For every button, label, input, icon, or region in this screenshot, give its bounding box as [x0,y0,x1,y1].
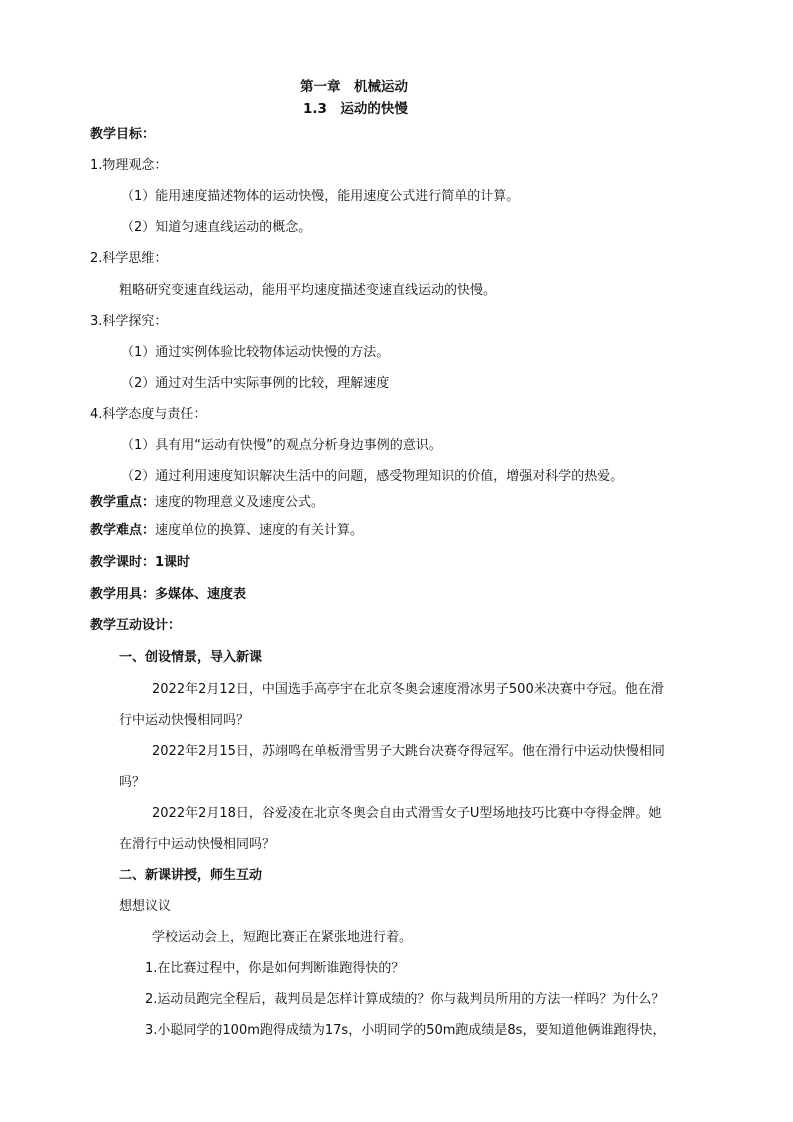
paragraph-line: 2022年2月18日，谷爱凌在北京冬奥会自由式滑雪女子U型场地技巧比赛中夺得金牌。她 [152,806,662,821]
difficult-points-label: 教学难点： [90,523,156,538]
part-2-subheading: 想想议议 [119,899,172,914]
teaching-tools: 教学用具：多媒体、速度表 [90,587,247,602]
goal-2-title: 2.科学思维： [90,251,168,266]
goals-heading: 教学目标： [90,127,156,142]
question-2: 2.运动员跑完全程后，裁判员是怎样计算成绩的？你与裁判员所用的方法一样吗？为什么？ [145,992,665,1007]
question-3: 3.小聪同学的100m跑得成绩为17s，小明同学的50m跑成绩是8s，要知道他俩谁跑得快， [145,1023,666,1038]
difficult-points-text: 速度单位的换算、速度的有关计算。 [155,523,364,538]
goal-4-item: （1）具有用“运动有快慢”的观点分析身边事例的意识。 [121,438,442,453]
goal-4-item: （2）通过利用速度知识解决生活中的问题，感受物理知识的价值，增强对科学的热爱。 [121,469,624,484]
paragraph-line: 2022年2月15日，苏翊鸣在单板滑雪男子大跳台决赛夺得冠军。他在滑行中运动快慢相同 [152,744,665,759]
question-1: 1.在比赛过程中，你是如何判断谁跑得快的？ [145,961,405,976]
goal-3-item: （1）通过实例体验比较物体运动快慢的方法。 [121,345,390,360]
paragraph-line: 在滑行中运动快慢相同吗？ [119,837,276,852]
goal-1-title: 1.物理观念： [90,158,168,173]
goal-1-item: （2）知道匀速直线运动的概念。 [121,220,312,235]
part-1-heading: 一、创设情景，导入新课 [119,650,263,665]
goal-3-title: 3.科学探究： [90,314,168,329]
key-points-text: 速度的物理意义及速度公式。 [155,495,325,510]
chapter-title: 第一章 机械运动 [300,79,408,95]
class-hours: 教学课时：1课时 [90,555,191,570]
key-points [90,495,324,511]
goal-2-text: 粗略研究变速直线运动，能用平均速度描述变速直线运动的快慢。 [119,283,497,298]
paragraph-line: 行中运动快慢相同吗？ [119,713,250,728]
paragraph-line: 学校运动会上，短跑比赛正在紧张地进行着。 [152,930,413,945]
difficult-points [90,523,363,539]
key-points-label: 教学重点： [90,495,156,510]
paragraph-line: 吗？ [119,775,146,790]
goal-1-item: （1）能用速度描述物体的运动快慢，能用速度公式进行简单的计算。 [121,189,520,204]
interactive-design-heading: 教学互动设计： [90,618,182,633]
part-2-heading: 二、新课讲授，师生互动 [119,868,263,883]
goal-4-title: 4.科学态度与责任： [90,407,207,422]
goal-3-item: （2）通过对生活中实际事例的比较，理解速度 [121,376,390,391]
section-title: 1.3 运动的快慢 [303,101,408,117]
paragraph-line: 2022年2月12日，中国选手高亭宇在北京冬奥会速度滑冰男子500米决赛中夺冠。他在滑 [152,682,664,697]
